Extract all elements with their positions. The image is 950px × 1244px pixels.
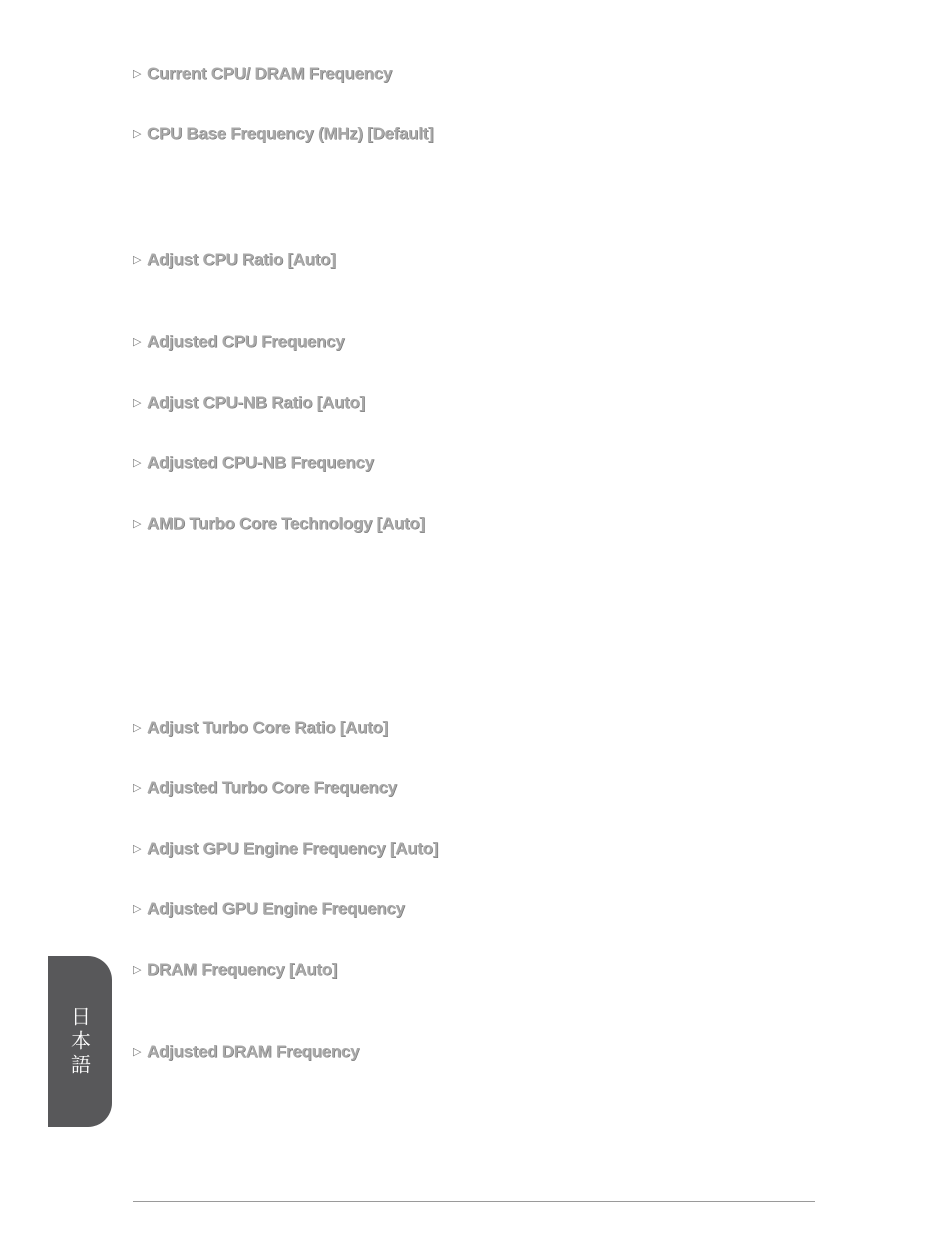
triangle-bullet-icon: ▷ [133,902,142,915]
setting-item-adjusted-gpu-engine-frequency [133,897,405,921]
triangle-bullet-icon: ▷ [133,456,142,469]
triangle-bullet-icon: ▷ [133,781,142,794]
triangle-bullet-icon: ▷ [133,253,142,266]
triangle-bullet-icon: ▷ [133,721,142,734]
setting-item-adjust-cpu-nb-ratio [133,391,365,415]
setting-label: Adjusted DRAM Frequency [147,1042,360,1061]
setting-item-cpu-base-frequency [133,122,433,146]
setting-item-adjusted-turbo-core-frequency [133,776,397,800]
setting-label: Current CPU/ DRAM Frequency [147,64,393,83]
triangle-bullet-icon: ▷ [133,335,142,348]
setting-label: Adjusted CPU-NB Frequency [147,453,374,472]
setting-item-adjust-turbo-core-ratio [133,716,388,740]
setting-label: Adjusted Turbo Core Frequency [147,778,397,797]
setting-item-adjusted-dram-frequency [133,1040,359,1064]
triangle-bullet-icon: ▷ [133,127,142,140]
setting-label: CPU Base Frequency (MHz) [Default] [147,124,434,143]
language-side-tab [48,956,112,1127]
language-tab-label: 日本語 [67,1005,92,1078]
setting-item-dram-frequency [133,958,337,982]
setting-item-adjust-cpu-ratio [133,248,336,272]
setting-label: Adjusted CPU Frequency [147,332,345,351]
triangle-bullet-icon: ▷ [133,396,142,409]
footer-divider [133,1201,815,1202]
triangle-bullet-icon: ▷ [133,963,142,976]
setting-item-adjust-gpu-engine-frequency [133,837,438,861]
setting-label: Adjust CPU-NB Ratio [Auto] [147,393,365,412]
setting-label: Adjust Turbo Core Ratio [Auto] [147,718,388,737]
setting-label: DRAM Frequency [Auto] [147,960,338,979]
setting-item-amd-turbo-core-technology [133,512,425,536]
triangle-bullet-icon: ▷ [133,517,142,530]
setting-label: Adjust GPU Engine Frequency [Auto] [147,839,439,858]
setting-item-adjusted-cpu-nb-frequency [133,451,374,475]
setting-label: Adjust CPU Ratio [Auto] [147,250,336,269]
setting-item-current-cpu-dram-frequency [133,62,392,86]
triangle-bullet-icon: ▷ [133,67,142,80]
triangle-bullet-icon: ▷ [133,842,142,855]
setting-label: Adjusted GPU Engine Frequency [147,899,405,918]
triangle-bullet-icon: ▷ [133,1045,142,1058]
setting-item-adjusted-cpu-frequency [133,330,344,354]
setting-label: AMD Turbo Core Technology [Auto] [147,514,425,533]
